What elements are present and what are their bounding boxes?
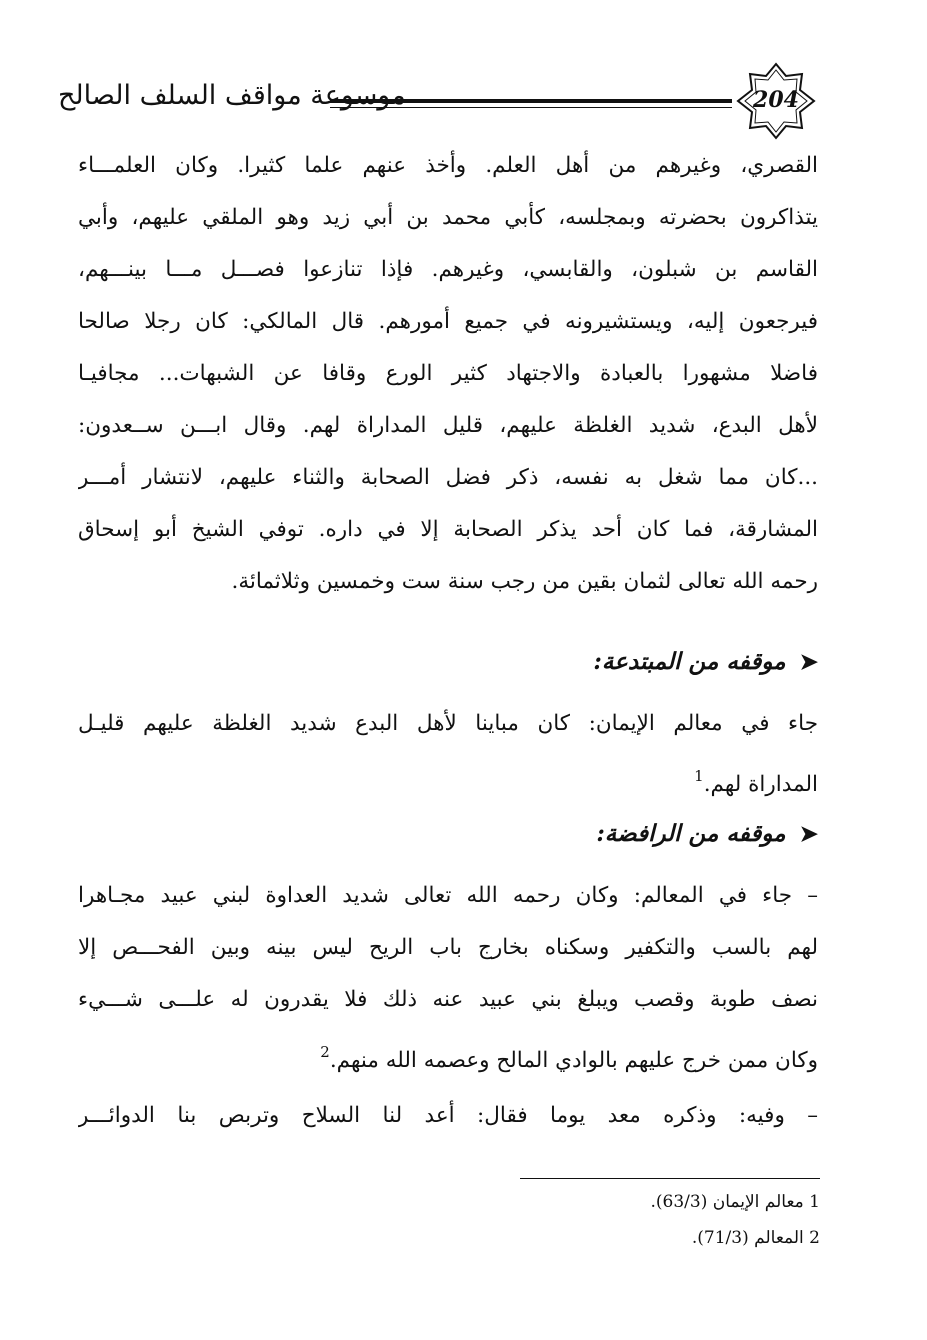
footnote-number: 1	[809, 1192, 820, 1212]
footnote-ref[interactable]: 2	[320, 1043, 330, 1061]
arrowhead-bullet-icon: ➤	[799, 649, 818, 675]
text-line: رحمه الله تعالى لثمان بقين من رجب سنة ست وخمسين وثلاثمائة.	[231, 569, 818, 594]
text-line: لأهل البدع، شديد الغلظة عليهم، قليل المداراة لهم. وقال ابـــن ســعدون:	[78, 413, 818, 438]
text-line: وكان ممن خرج عليهم بالوادي المالح وعصمه الله منهم.	[329, 1048, 818, 1073]
text-line: المداراة لهم.	[703, 772, 818, 797]
section-heading-text: موقفه من الرافضة:	[596, 820, 786, 847]
section-heading-text: موقفه من المبتدعة:	[593, 648, 786, 675]
text-line: نصف طوبة وقصب ويبلغ بني عبيد عنه ذلك فلا يقدرون له علـــى شـــيء	[78, 987, 818, 1012]
text-line: فيرجعون إليه، ويستشيرونه في جميع أمورهم. قال المالكي: كان رجلا صالحا	[78, 309, 818, 334]
book-title: موسوعة مواقف السلف الصالح	[58, 80, 406, 111]
page-header	[58, 62, 822, 140]
header-rule-thick	[330, 99, 732, 103]
text-line: ...كان مما شغل به نفسه، ذكر فضل الصحابة والثناء عليهم، لانتشار أمـــر	[78, 465, 818, 490]
text-line: القاسم بن شبلون، والقابسي، وغيرهم. فإذا تنازعوا فصـــل مـــا بينـــهم،	[78, 257, 818, 282]
text-line: لهم بالسب والتكفير وسكناه بخارج باب الريح ليس بينه وبين الفحـــص إلا	[78, 935, 818, 960]
header-rule-thin	[330, 107, 732, 108]
footnote-number: 2	[809, 1228, 820, 1248]
footnote-2	[692, 1224, 820, 1252]
arrowhead-bullet-icon: ➤	[799, 821, 818, 847]
text-line-with-footnote	[78, 752, 818, 800]
footnote-1	[650, 1188, 820, 1216]
page-number: 204	[753, 87, 799, 113]
text-line: يتذاكرون بحضرته وبمجلسه، كأبي محمد بن أبي زيد وهو الملقي عليهم، وأبي	[78, 205, 818, 230]
text-line: جاء في معالم الإيمان: كان مباينا لأهل البدع شديد الغلظة عليهم قليـل	[78, 711, 818, 736]
footnote-text: المعالم (71/3).	[691, 1228, 804, 1248]
footnote-ref[interactable]: 1	[694, 767, 704, 785]
section-heading	[593, 640, 818, 684]
footnote-separator	[520, 1178, 820, 1179]
section-heading	[596, 812, 818, 856]
footnote-text: معالم الإيمان (63/3).	[650, 1192, 804, 1212]
text-line-with-footnote	[78, 1028, 818, 1076]
text-line: القصري، وغيرهم من أهل العلم. وأخذ عنهم علما كثيرا. وكان العلمـــاء	[78, 153, 818, 178]
text-line: – جاء في المعالم: وكان رحمه الله تعالى شديد العداوة لبني عبيد مجـاهرا	[78, 883, 818, 908]
text-line: – وفيه: وذكره معد يوما فقال: أعد لنا السلاح وتربص بنا الدوائـــر	[78, 1103, 818, 1128]
section-innovators	[78, 640, 818, 800]
paragraph-intro	[78, 142, 818, 594]
section-rafida	[78, 812, 818, 1152]
page-number-badge	[736, 62, 816, 140]
text-line: المشارقة، فما كان أحد يذكر الصحابة إلا في داره. توفي الشيخ أبو إسحاق	[78, 517, 818, 542]
text-line: فاضلا مشهورا بالعبادة والاجتهاد كثير الورع وقافا عن الشبهات... مجافيـا	[78, 361, 818, 386]
